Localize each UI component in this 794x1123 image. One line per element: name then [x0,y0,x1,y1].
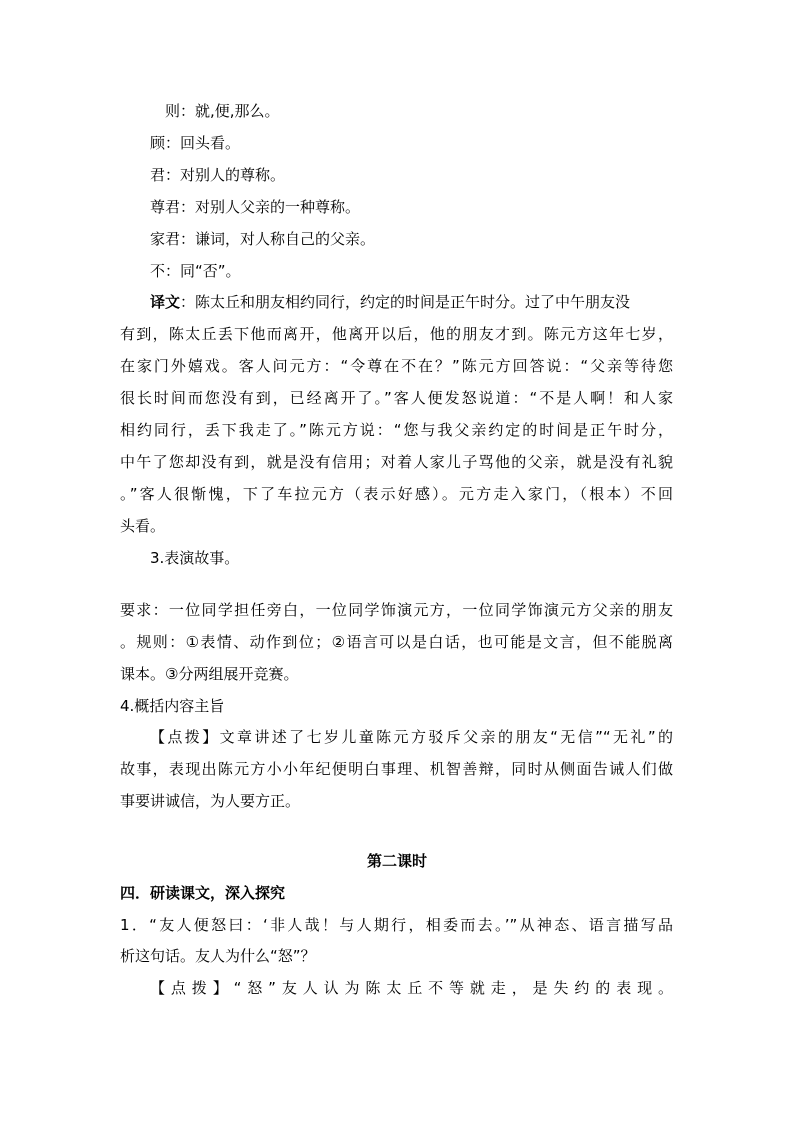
step-3: 3.表演故事。 [150,549,240,567]
translation-line: 很长时间而您没有到，已经离开了。”客人便发怒说道：“不是人啊！和人家 [120,389,673,407]
translation-line: ：陈太丘和朋友相约同行，约定的时间是正午时分。过了中午朋友没 [180,293,631,311]
translation-line: 。”客人很惭愧，下了车拉元方（表示好感）。元方走入家门，（根本）不回 [120,485,673,503]
step-4: 4.概括内容主旨 [120,697,225,715]
glossary-item-zunjun: 尊君：对别人父亲的一种尊称。 [150,198,361,216]
glossary-item-jiajun: 家君：谦词，对人称自己的父亲。 [150,230,376,248]
question-line: 析这句话。友人为什么“怒”？ [120,947,316,965]
translation-first-line [150,292,630,312]
translation-label: 译文 [150,293,181,311]
question-line: 1．“友人便怒曰：‘非人哉！与人期行，相委而去。’”从神态、语言描写品 [120,916,673,934]
requirement-line: 。规则：①表情、动作到位；②语言可以是白话，也可能是文言，但不能脱离 [120,633,673,651]
tip-line: 【点拨】“怒”友人认为陈太丘不等就走，是失约的表现。 [150,979,673,997]
section-title: 四．研读课文，深入探究 [120,884,286,902]
translation-line: 在家门外嬉戏。客人问元方：“令尊在不在？”陈元方回答说：“父亲等待您 [120,357,673,375]
translation-line: 有到，陈太丘丢下他而离开，他离开以后，他的朋友才到。陈元方这年七岁， [120,325,673,343]
translation-line: 相约同行，丢下我走了。”陈元方说：“您与我父亲约定的时间是正午时分， [120,421,673,439]
lesson-title: 第二课时 [366,852,427,870]
requirement-line: 课本。③分两组展开竞赛。 [120,665,299,683]
requirement-line: 要求：一位同学担任旁白，一位同学饰演元方，一位同学饰演元方父亲的朋友 [120,601,673,619]
glossary-item-jun: 君：对别人的尊称。 [150,166,286,184]
glossary-item-gu: 顾：回头看。 [150,134,241,152]
tip-line: 故事，表现出陈元方小小年纪便明白事理、机智善辩，同时从侧面告诫人们做 [120,760,673,778]
glossary-item-bu: 不：同“否”。 [150,262,241,280]
translation-line: 中午了您却没有到，就是没有信用；对着人家儿子骂他的父亲，就是没有礼貌 [120,453,673,471]
tip-line: 事要讲诚信，为人要方正。 [120,792,301,810]
glossary-item-ze: 则：就,便,那么。 [165,102,280,120]
translation-line: 头看。 [120,517,166,535]
tip-line: 【点拨】文章讲述了七岁儿童陈元方驳斥父亲的朋友“无信”“无礼”的 [150,728,673,746]
